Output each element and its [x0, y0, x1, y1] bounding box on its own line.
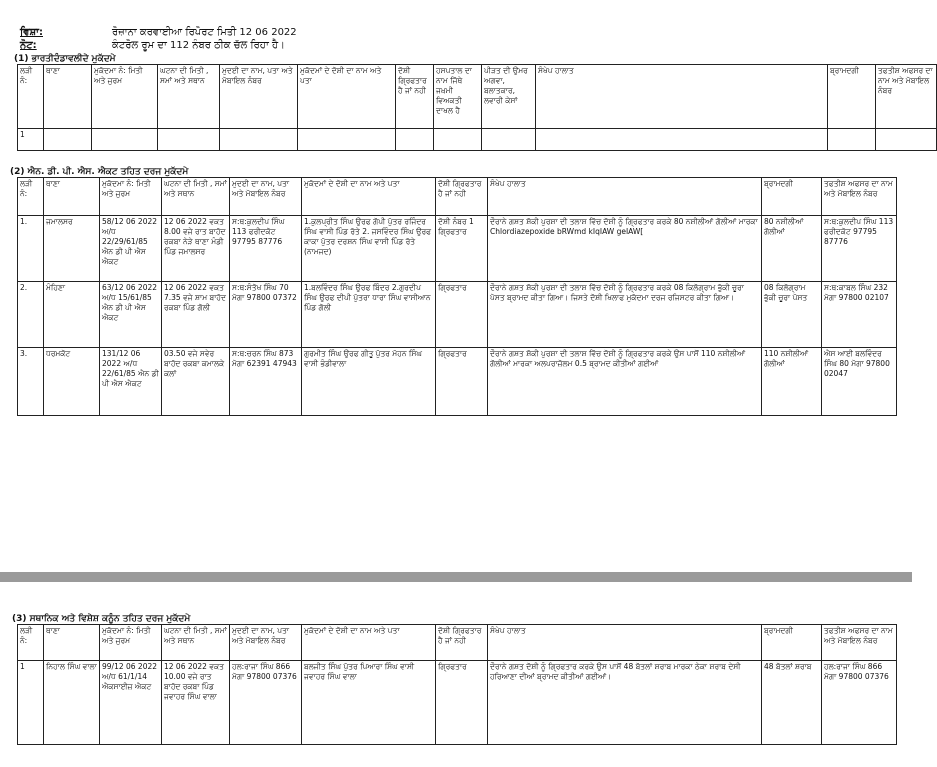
table-cell: ਦੌਰਾਨੇ ਗਸ਼ਤ ਦੋਸ਼ੀ ਨੂੰ ਗ੍ਰਿਫਤਾਰ ਕਰਕੇ ਉਸ ਪਾਸੋਂ 48 ਬੋਤਲਾਂ ਸ਼ਰਾਬ ਮਾਰਕਾ ਠੇਕਾ ਸ਼ਰਾਬ ਦੇਸੀ ਹਰਿਆਣਾ ਦੀਆਂ ਬ੍ਰਾਮਦ ਕੀਤੀਆਂ ਗਈਆਂ।	[488, 661, 762, 745]
table-cell	[482, 129, 536, 151]
column-header: ਮੁਦਈ ਦਾ ਨਾਮ, ਪਤਾ ਅਤੇ ਮੋਬਾਇਲ ਨੰਬਰ	[230, 178, 302, 216]
section3-title: (3) ਸਥਾਨਿਕ ਅਤੇ ਵਿਸ਼ੇਸ਼ ਕਨੂੰਨ ਤਹਿਤ ਦਰਜ ਮੁਕੱਦਮੇ	[12, 614, 191, 624]
table-cell: 2.	[18, 282, 44, 348]
column-header: ਲੜੀ ਨੰ:	[18, 65, 44, 129]
section2-table	[17, 177, 897, 416]
table-row	[18, 129, 937, 151]
table-cell: 1.	[18, 216, 44, 282]
column-header: ਘਟਨਾ ਦੀ ਮਿਤੀ , ਸਮਾਂ ਅਤੇ ਸਥਾਨ	[158, 65, 220, 129]
column-header: ਘਟਨਾ ਦੀ ਮਿਤੀ , ਸਮਾਂ ਅਤੇ ਸਥਾਨ	[162, 625, 230, 661]
table-cell: 08 ਕਿਲੋਗ੍ਰਾਮ ਭੁੱਕੀ ਚੂਰਾ ਪੋਸਤ	[762, 282, 822, 348]
table-cell: 58/12 06 2022 ਅ/ਧ 22/29/61/85 ਐਨ ਡੀ ਪੀ ਐਸ ਐਕਟ	[100, 216, 162, 282]
table-cell: ਗੁਰਮੀਤ ਸਿੰਘ ਉਰਫ ਗੀਤੂ ਪੁੱਤਰ ਮੱਹਨ ਸਿੰਘ ਵਾਸੀ ਭੰਡੀਵਾਲਾ	[302, 348, 436, 416]
column-header: ਲੜੀ ਨੰ:	[18, 625, 44, 661]
column-header: ਥਾਣਾ	[44, 178, 100, 216]
section1-table	[17, 64, 937, 151]
column-header: ਬ੍ਰਾਮਦਗੀ	[828, 65, 876, 129]
table-cell: 03.50 ਵਜੇ ਸਵੇਰ ਬਾਹੱਦ ਰਕਬਾ ਕਮਾਲਕੇ ਕਲਾਂ	[162, 348, 230, 416]
table-row	[18, 348, 897, 416]
table-cell	[92, 129, 158, 151]
column-header: ਤਫਤੀਸ਼ ਅਫਸਰ ਦਾ ਨਾਮ ਅਤੇ ਮੋਬਾਇਲ ਨੰਬਰ	[822, 178, 897, 216]
table-cell: ਸ:ਥ:ਚਰਨ ਸਿੰਘ 873 ਮੋਗਾ 62391 47943	[230, 348, 302, 416]
table-cell: ਦੌਰਾਨੇ ਗਸ਼ਤ ਸ਼ੱਕੀ ਪੁਰਸ਼ਾ ਦੀ ਤਲਾਸ਼ ਵਿੱਚ ਦੋਸ਼ੀ ਨੂੰ ਗ੍ਰਿਫਤਾਰ ਕਰਕੇ 08 ਕਿਲੋਗ੍ਰਾਮ ਭੁੱਕੀ ਚੂਰਾ ਪੋਸਤ ਬ੍ਰਾਮਦ ਕੀਤਾ ਗਿਆ। ਜਿਸਤੇ ਦੋਸ਼ੀ ਖਿਲਾਫ ਮੁਕੱਦਮਾ ਦਰਜ ਰਜਿਸਟਰ ਕੀਤਾ ਗਿਆ।	[488, 282, 762, 348]
column-header: ਸੰਖੇਪ ਹਾਲਾਤ	[488, 178, 762, 216]
column-header: ਮੁਕੱਦਮਾ ਨੰ: ਮਿਤੀ ਅਤੇ ਜੁਰਮ	[100, 625, 162, 661]
column-header: ਘਟਨਾ ਦੀ ਮਿਤੀ , ਸਮਾਂ ਅਤੇ ਸਥਾਨ	[162, 178, 230, 216]
table-cell	[158, 129, 220, 151]
column-header: ਦੋਸ਼ੀ ਗ੍ਰਿਫਤਾਰ ਹੈ ਜਾਂ ਨਹੀ	[396, 65, 434, 129]
column-header: ਮੁਕੱਦਮਾਂ ਦੇ ਦੋਸ਼ੀ ਦਾ ਨਾਮ ਅਤੇ ਪਤਾ	[302, 178, 436, 216]
table-cell	[536, 129, 828, 151]
table-cell: ਮੰਹਿਣਾ	[44, 282, 100, 348]
table-cell: ਸ:ਥ:ਕਾਬਲ ਸਿੰਘ 232 ਮੋਗਾ 97800 02107	[822, 282, 897, 348]
column-header: ਮੁਦਈ ਦਾ ਨਾਮ, ਪਤਾ ਅਤੇ ਮੋਬਾਇਲ ਨੰਬਰ	[230, 625, 302, 661]
table-cell: 99/12 06 2022 ਅ/ਧ 61/1/14 ਐਕਸਾਈਜ਼ ਐਕਟ	[100, 661, 162, 745]
table-cell: ਧਰਮਕੋਟ	[44, 348, 100, 416]
table-cell	[220, 129, 298, 151]
table-cell: ਦੌਰਾਨੇ ਗਸ਼ਤ ਸ਼ੱਕੀ ਪੁਰਸ਼ਾ ਦੀ ਤਲਾਸ਼ ਵਿੱਚ ਦੋਸ਼ੀ ਨੂੰ ਗ੍ਰਿਫਤਾਰ ਕਰਕੇ ਉਸ ਪਾਸੋਂ 110 ਨਸ਼ੀਲੀਆਂ ਗੋਲੀਆਂ ਮਾਰਕਾ ਅਲਪਰਾਜ਼ੋਲਮ 0.5 ਬ੍ਰਾਮਦ ਕੀਤੀਆਂ ਗਈਆਂ	[488, 348, 762, 416]
table-cell	[298, 129, 396, 151]
table-cell: ਦੋਸ਼ੀ ਨੰਬਰ 1 ਗ੍ਰਿਫਤਾਰ	[436, 216, 488, 282]
section3-table	[17, 624, 897, 745]
column-header: ਦੋਸ਼ੀ ਗ੍ਰਿਫਤਾਰ ਹੈ ਜਾਂ ਨਹੀ	[436, 625, 488, 661]
table-cell: ਹਲ:ਰਾਜਾ ਸਿੰਘ 866 ਮੋਗਾ 97800 07376	[230, 661, 302, 745]
table-cell: 12 06 2022 ਵਕਤ 8.00 ਵਜੇ ਰਾਤ ਬਾਹੱਦ ਰਕਬਾ ਨੇੜੇ ਥਾਣਾ ਮੰਡੀ ਪਿੰਡ ਜਮਾਲਸਰ	[162, 216, 230, 282]
column-header: ਬ੍ਰਾਮਦਗੀ	[762, 625, 822, 661]
table-cell: ਸ:ਥ:ਕੁਲਦੀਪ ਸਿੰਘ 113 ਫਰੀਦਕੋਟ 97795 87776	[822, 216, 897, 282]
column-header: ਲੜੀ ਨੰ:	[18, 178, 44, 216]
column-header: ਮੁਕੱਦਮਾਂ ਦੇ ਦੋਸ਼ੀ ਦਾ ਨਾਮ ਅਤੇ ਪਤਾ	[302, 625, 436, 661]
section2-title: (2) ਐਨ. ਡੀ. ਪੀ. ਐਸ. ਐਕਟ ਤਹਿਤ ਦਰਜ ਮੁਕੱਦਮੇ	[10, 167, 189, 177]
note-label: ਨੋਟ:	[20, 40, 37, 51]
column-header: ਮੁਕੱਦਮਾ ਨੰ: ਮਿਤੀ ਅਤੇ ਜੁਰਮ	[92, 65, 158, 129]
table-cell: ਹਲ:ਰਾਜਾ ਸਿੰਘ 866 ਮੋਗਾ 97800 07376	[822, 661, 897, 745]
table-cell: 12 06 2022 ਵਕਤ 7.35 ਵਜੇ ਸ਼ਾਮ ਬਾਹੱਦ ਰਕਬਾ ਪਿੰਡ ਗੋਲੀ	[162, 282, 230, 348]
table-cell: 1.ਕੁਲਪ੍ਰੀਤ ਸਿੰਘ ਉਰਫ ਗੋਪੀ ਪੁੱਤਰ ਰਜਿੰਦਰ ਸਿੰਘ ਵਾਸੀ ਪਿੰਡ ਰੱਤੇ 2. ਜਸਵਿੰਦਰ ਸਿੰਘ ਉਰਫ ਕਾਕਾ ਪੁੱਤਰ ਦਰਸ਼ਨ ਸਿੰਘ ਵਾਸੀ ਪਿੰਡ ਰੱਤੇ (ਨਾਮਜਦ)	[302, 216, 436, 282]
column-header: ਮੁਕੱਦਮਾਂ ਦੇ ਦੋਸ਼ੀ ਦਾ ਨਾਮ ਅਤੇ ਪਤਾ	[298, 65, 396, 129]
column-header: ਸੰਖੇਪ ਹਾਲਾਤ	[488, 625, 762, 661]
table-cell: ਸ:ਥ:ਕੁਲਦੀਪ ਸਿੰਘ 113 ਫਰੀਦਕੋਟ 97795 87776	[230, 216, 302, 282]
table-cell: 63/12 06 2022 ਅ/ਧ 15/61/85 ਐਨ ਡੀ ਪੀ ਐਸ ਐਕਟ	[100, 282, 162, 348]
subject-label: ਵਿਸ਼ਾ:	[20, 27, 43, 38]
column-header: ਸੰਖੇਪ ਹਾਲਾਤ	[536, 65, 828, 129]
table-cell: ਜਮਾਲਸਰ	[44, 216, 100, 282]
table-cell: ਨਿਹਾਲ ਸਿੰਘ ਵਾਲਾ	[44, 661, 100, 745]
column-header: ਹਸਪਤਾਲ ਦਾ ਨਾਮ ਜਿੱਥੇ ਜਖ਼ਮੀ ਵਿਅਕਤੀ ਦਾਖਲ ਹੈ	[434, 65, 482, 129]
column-header: ਥਾਣਾ	[44, 625, 100, 661]
column-header: ਪੀੜਤ ਦੀ ਉਮਰ ਅਗਵਾ, ਬਲਾਤਕਾਰ, ਲਵਾਰੀ ਕੇਸਾਂ	[482, 65, 536, 129]
note-text: ਕੰਟਰੋਲ ਰੂਮ ਦਾ 112 ਨੰਬਰ ਠੀਕ ਚੱਲ ਰਿਹਾ ਹੈ।	[112, 40, 285, 51]
table-cell: ਗ੍ਰਿਫਤਾਰ	[436, 661, 488, 745]
table-row	[18, 661, 897, 745]
table-cell: ਗ੍ਰਿਫਤਾਰ	[436, 282, 488, 348]
table-cell: 12 06 2022 ਵਕਤ 10.00 ਵਜੇ ਰਾਤ ਬਾਹੱਦ ਰਕਬਾ ਪਿੰਡ ਜਵਾਹਰ ਸਿੰਘ ਵਾਲਾ	[162, 661, 230, 745]
column-header: ਮੁਕੱਦਮਾ ਨੰ: ਮਿਤੀ ਅਤੇ ਜੁਰਮ	[100, 178, 162, 216]
table-cell: ਸ:ਥ:ਸੰਤੋਖ ਸਿੰਘ 70 ਮੋਗਾ 97800 07372	[230, 282, 302, 348]
table-cell: ਐਸ ਆਈ ਬਲਵਿੰਦਰ ਸਿੰਘ 80 ਮੋਗਾ 97800 02047	[822, 348, 897, 416]
section1-title: (1) ਭਾਰਤੀਦੰਡਾਵਲੀਦੇ ਮੁਕੱਦਮੇ	[14, 54, 116, 64]
table-cell: ਦੌਰਾਨੇ ਗਸ਼ਤ ਸ਼ੱਕੀ ਪੁਰਸ਼ਾ ਦੀ ਤਲਾਸ਼ ਵਿੱਚ ਦੋਸ਼ੀ ਨੂੰ ਗ੍ਰਿਫਤਾਰ ਕਰਕੇ 80 ਨਸ਼ੀਲੀਆਂ ਗੋਲੀਆਂ ਮਾਰਕਾ Chlordiazepoxide bRWmd kIqIAW geIAW[	[488, 216, 762, 282]
column-header: ਦੋਸ਼ੀ ਗ੍ਰਿਫਤਾਰ ਹੈ ਜਾਂ ਨਹੀ	[436, 178, 488, 216]
table-cell	[434, 129, 482, 151]
table-cell: 1	[18, 661, 44, 745]
table-cell: ਬਲਜੀਤ ਸਿੰਘ ਪੁੱਤਰ ਪਿਆਰਾ ਸਿੰਘ ਵਾਸੀ ਜਵਾਹਰ ਸਿੰਘ ਵਾਲਾ	[302, 661, 436, 745]
table-cell: 1.ਬਲਵਿੰਦਰ ਸਿੰਘ ਉਰਫ ਬਿੰਦਰ 2.ਗੁਰਦੀਪ ਸਿੰਘ ਉਰਫ ਦੀਪੀ ਪੁੱਤਰਾ ਧਾਰਾ ਸਿੰਘ ਵਾਸੀਆਨ ਪਿੰਡ ਗੋਲੀ	[302, 282, 436, 348]
page-separator	[0, 572, 912, 582]
column-header: ਤਫਤੀਸ਼ ਅਫਸਰ ਦਾ ਨਾਮ ਅਤੇ ਮੋਬਾਇਲ ਨੰਬਰ	[822, 625, 897, 661]
subject-text: ਰੋਜ਼ਾਨਾ ਕਰਵਾਈਆ ਰਿਪੋਰਟ ਮਿਤੀ 12 06 2022	[112, 27, 297, 38]
table-cell: 48 ਬੋਤਲਾਂ ਸ਼ਰਾਬ	[762, 661, 822, 745]
column-header: ਬ੍ਰਾਮਦਗੀ	[762, 178, 822, 216]
table-row	[18, 216, 897, 282]
table-cell: 80 ਨਸ਼ੀਲੀਆਂ ਗੋਲੀਆਂ	[762, 216, 822, 282]
table-cell: 1	[18, 129, 44, 151]
table-cell: 3.	[18, 348, 44, 416]
table-cell	[828, 129, 876, 151]
table-row	[18, 282, 897, 348]
column-header: ਮੁਦਈ ਦਾ ਨਾਮ, ਪਤਾ ਅਤੇ ਮੋਬਾਇਲ ਨੰਬਰ	[220, 65, 298, 129]
column-header: ਥਾਣਾ	[44, 65, 92, 129]
table-cell	[396, 129, 434, 151]
table-cell: 131/12 06 2022 ਅ/ਧ 22/61/85 ਐਨ ਡੀ ਪੀ ਐਸ ਐਕਟ	[100, 348, 162, 416]
table-cell	[44, 129, 92, 151]
column-header: ਤਫਤੀਸ਼ ਅਫਸਰ ਦਾ ਨਾਮ ਅਤੇ ਮੋਬਾਇਲ ਨੰਬਰ	[876, 65, 937, 129]
table-cell: ਗ੍ਰਿਫਤਾਰ	[436, 348, 488, 416]
table-cell: 110 ਨਸ਼ੀਲੀਆਂ ਗੋਲੀਆਂ	[762, 348, 822, 416]
table-cell	[876, 129, 937, 151]
